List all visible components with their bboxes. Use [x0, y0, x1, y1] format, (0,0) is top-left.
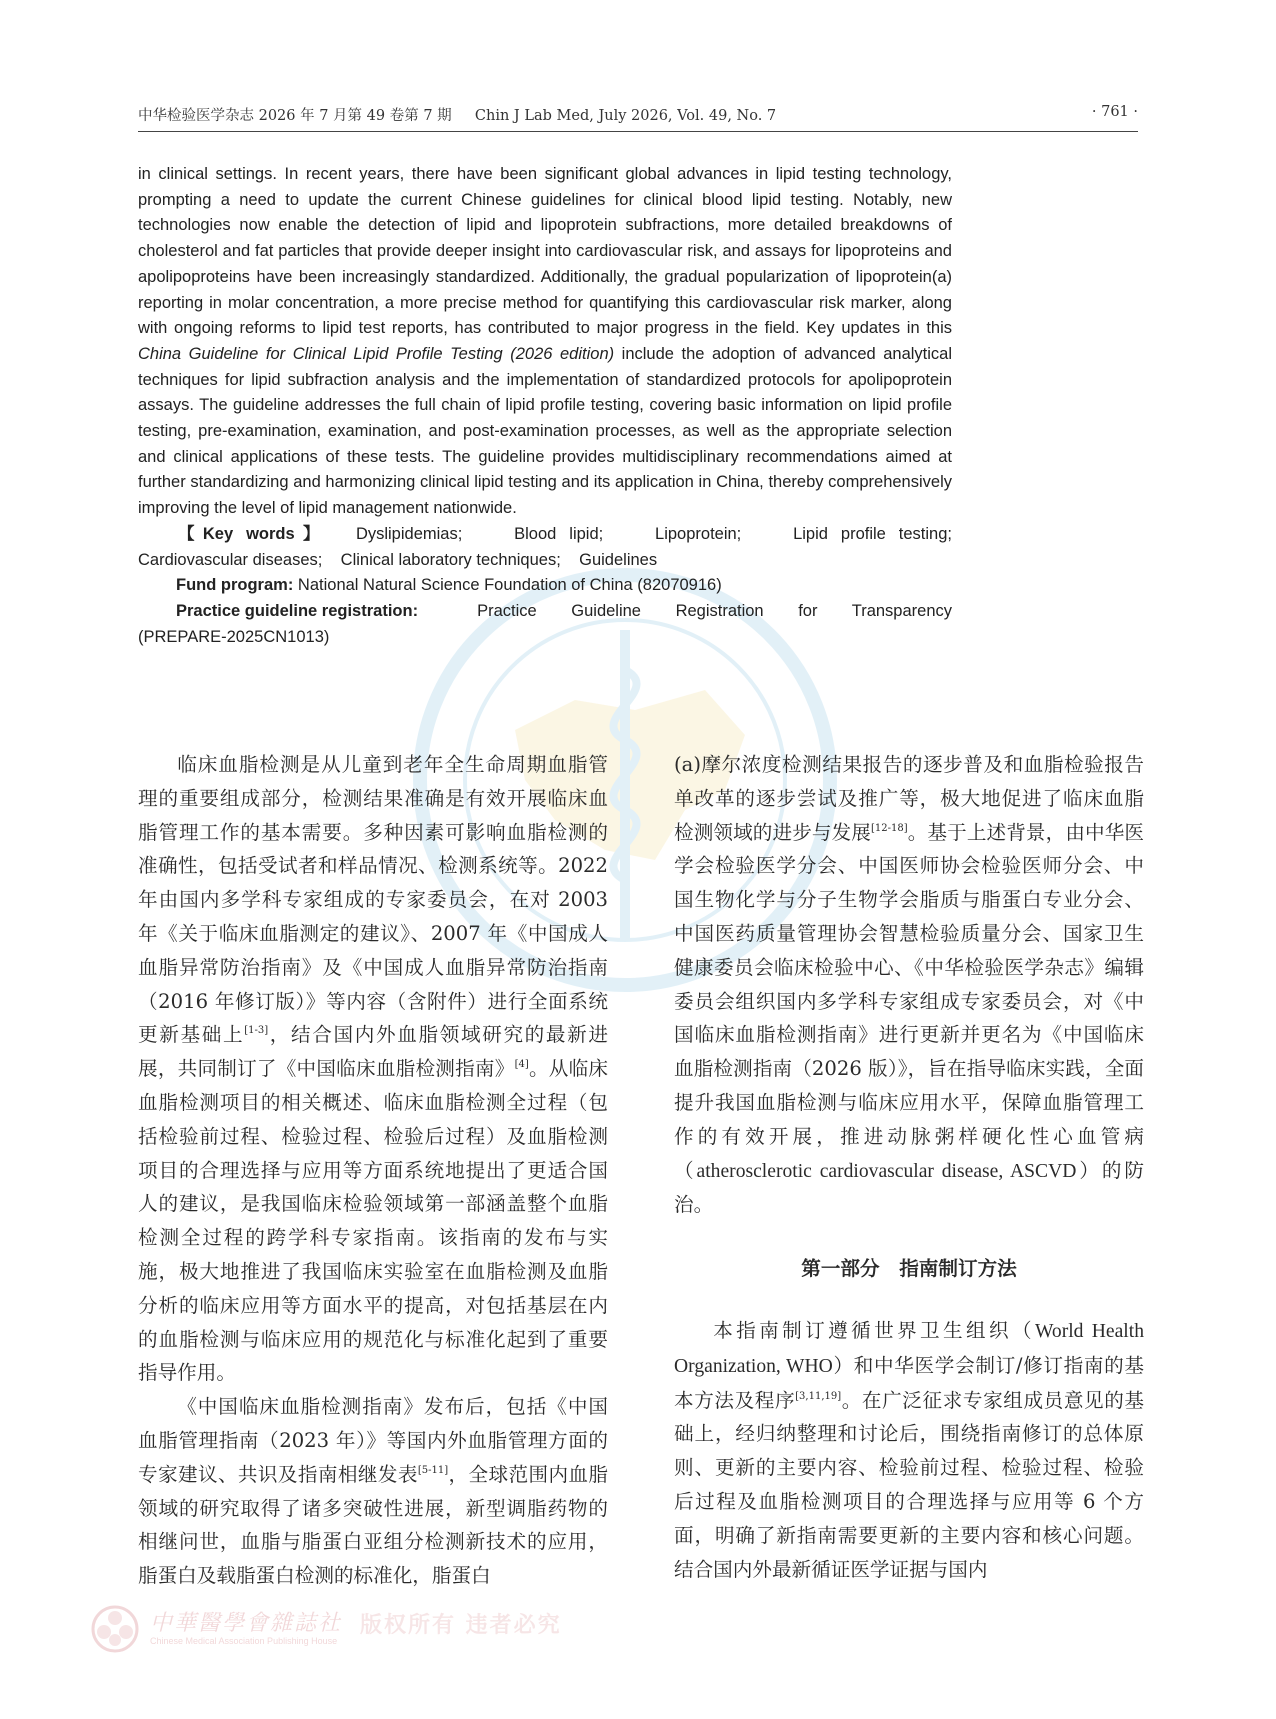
fund-text: National Natural Science Foundation of China (82070916): [297, 576, 722, 595]
keywords-line-1: [138, 522, 952, 548]
paragraph-text: ）和中华医学会制订/修订指南的基本方法及程序: [674, 1353, 1144, 1412]
paragraph-background: [138, 1390, 608, 1593]
paragraph-text: 本指南制订遵循世界卫生组织（: [713, 1318, 1035, 1342]
copyright-notice: 版权所有 违者必究: [360, 1613, 562, 1638]
guideline-title-italic: China Guideline for Clinical Lipid Profile Testing (2026 edition): [138, 344, 615, 363]
publisher-name: 中華醫學會雜誌社: [150, 1611, 343, 1636]
registration-label: Practice guideline registration:: [176, 601, 419, 620]
citation: [12-18]: [870, 822, 908, 834]
running-header: [138, 104, 1138, 125]
abstract-text-2: include the adoption of advanced analytical techniques for lipid subfraction analysis and the implementation of standardized protocols for apolipoprotein assays. The guideline addresses the full chain of lipid profile testing, covering basic information on lipid profile testing, pre-examination, examination, and post-examination processes, as well as the appropriate selection and clinical applications of these tests. The guideline provides multidisciplinary recommendations aimed at further standardizing and harmonizing clinical lipid testing and its application in China, thereby comprehensively improving the level of lipid management nationwide.: [138, 344, 952, 518]
paragraph-text: 临床血脂检测是从儿童到老年全生命周期血脂管理的重要组成部分，检测结果准确是有效开展临床血脂管理工作的基本需要。多种因素可影响血脂检测的准确性，包括受试者和样品情况、检测系统等。2022 年由国内多学科专家组成的专家委员会，在对 2003 年《关于临床血脂测定的建议》、2007 年《中国成人血脂异常防治指南》及《中国成人血脂异常防治指南（2016 年修订版）》等内容（含附件）进行全面系统更新基础上: [138, 753, 608, 1047]
abstract-text-1: in clinical settings. In recent years, there have been significant global advances in lipid testing technology, prompting a need to update the current Chinese guidelines for clinical blood lipid testing. Notably, new technologies now enable the detection of lipid and lipoprotein subfractions, more detailed breakdowns of cholesterol and fat particles that provide deeper insight into cardiovascular risk, and assays for lipoproteins and apolipoproteins have been increasingly standardized. Additionally, the gradual popularization of lipoprotein(a) reporting in molar concentration, a more precise method for quantifying this cardiovascular risk marker, along with ongoing reforms to lipid test reports, has contributed to major progress in the field. Key updates in this: [138, 165, 952, 338]
publisher-name-en: Chinese Medical Association Publishing House: [150, 1636, 338, 1646]
paragraph-continued: [674, 748, 1144, 1222]
abstract-body: [138, 162, 952, 522]
fund-program: [138, 573, 952, 599]
citation: [1-3]: [244, 1025, 269, 1037]
paragraph-latin-text: World Health Organization, WHO: [674, 1320, 1144, 1377]
keywords-line-2: [138, 548, 952, 574]
fund-label: Fund program:: [176, 576, 294, 595]
publisher-flower-icon: [90, 1604, 140, 1654]
paragraph-text: 《中国临床血脂检测指南》发布后，包括《中国血脂管理指南（2023 年）》等国内外血脂管理方面的专家建议、共识及指南相继发表: [138, 1395, 608, 1486]
paragraph-latin-text: atherosclerotic cardiovascular disease, ASCVD: [696, 1160, 1077, 1182]
publisher-watermark: [90, 1600, 570, 1660]
paragraph-text: ，全球范围内血脂领域的研究取得了诸多突破性进展，新型调脂药物的相继问世，血脂与脂蛋白亚组分检测新技术的应用，脂蛋白及载脂蛋白检测的标准化，脂蛋白: [138, 1462, 609, 1588]
registration-text: Practice Guideline Registration for Transparency: [477, 601, 952, 620]
journal-title-cn: 中华检验医学杂志 2026 年 7 月第 49 卷第 7 期: [138, 108, 452, 124]
paragraph-text: 。在广泛征求专家组成员意见的基础上，经归纳整理和讨论后，围绕指南修订的总体原则、更新的主要内容、检验前过程、检验过程、检验后过程及血脂检测项目的合理选择与应用等 6 个方面，明确了新指南需要更新的主要内容和核心问题。结合国内外最新循证医学证据与国内: [674, 1388, 1145, 1581]
page-number: · 761 ·: [1091, 104, 1138, 120]
header-rule: [138, 131, 1138, 132]
citation: [5-11]: [417, 1464, 449, 1476]
keywords-text-2: Cardiovascular diseases; Clinical laboratory techniques; Guidelines: [138, 550, 658, 569]
paragraph-intro: [138, 748, 608, 1390]
keywords-label: 【Key words】: [178, 524, 328, 543]
paragraph-text: ）的防治。: [674, 1158, 1144, 1217]
paragraph-text: 。从临床血脂检测项目的相关概述、临床血脂检测全过程（包括检验前过程、检验过程、检验后过程）及血脂检测项目的合理选择与应用等方面系统地提出了更适合国人的建议，是我国临床检验领域第一部涵盖整个血脂检测全过程的跨学科专家指南。该指南的发布与实施，极大地推进了我国临床实验室在血脂检测及血脂分析的临床应用等方面水平的提高，对包括基层在内的血脂检测与临床应用的规范化与标准化起到了重要指导作用。: [138, 1057, 609, 1385]
paragraph-text: 。基于上述背景，由中华医学会检验医学分会、中国医师协会检验医师分会、中国生物化学与分子生物学会脂质与脂蛋白专业分会、中国医药质量管理协会智慧检验质量分会、国家卫生健康委员会临床检验中心、《中华检验医学杂志》编辑委员会组织国内多学科专家组成专家委员会，对《中国临床血脂检测指南》进行更新并更名为《中国临床血脂检测指南（2026 版）》，旨在指导临床实践，全面提升我国血脂检测与临床应用水平，保障血脂管理工作的有效开展，推进动脉粥样硬化性心血管病（: [674, 820, 1145, 1182]
paragraph-methods: [674, 1314, 1144, 1586]
citation: [3,11,19]: [795, 1390, 842, 1402]
registration-line: [138, 599, 952, 625]
paragraph-text: (a)摩尔浓度检测结果报告的逐步普及和血脂检验报告单改革的逐步尝试及推广等，极大地促进了临床血脂检测领域的进步与发展: [674, 753, 1144, 844]
registration-id: (PREPARE-2025CN1013): [138, 627, 330, 646]
body-column-left: [138, 748, 608, 1593]
section-heading: 第一部分 指南制订方法: [801, 1257, 1017, 1281]
journal-title-en: Chin J Lab Med, July 2026, Vol. 49, No. 7: [474, 108, 777, 124]
english-abstract: [138, 162, 952, 650]
citation: [4]: [514, 1059, 529, 1071]
body-column-right: [674, 748, 1144, 1586]
paragraph-text: ，结合国内外血脂领域研究的最新进展，共同制订了《中国临床血脂检测指南》: [138, 1023, 609, 1081]
keywords-text-1: Dyslipidemias; Blood lipid; Lipoprotein; Lipid profile testing;: [355, 524, 952, 543]
